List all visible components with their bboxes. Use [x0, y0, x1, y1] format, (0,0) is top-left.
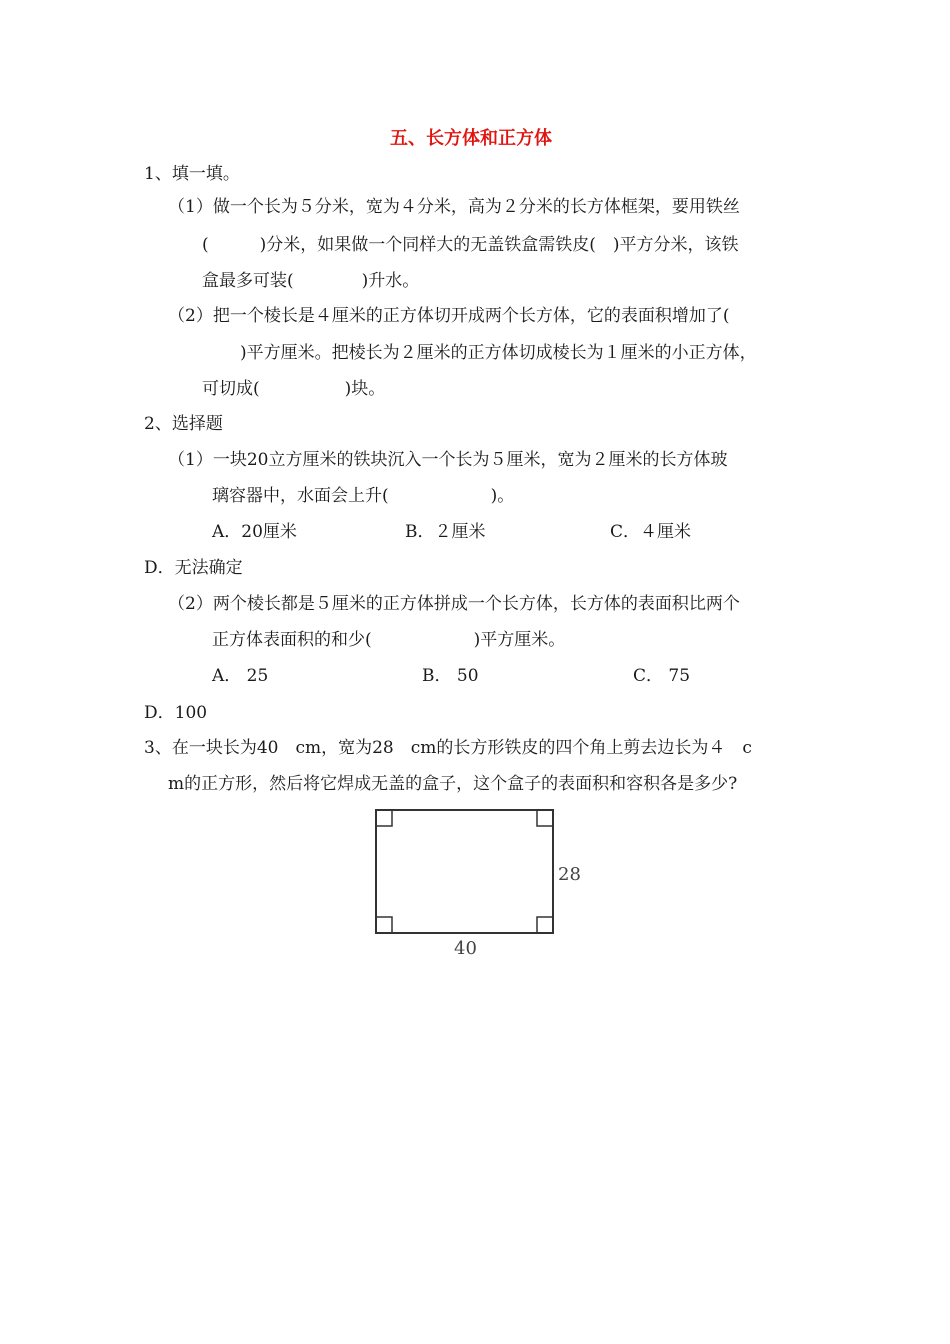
s2-q2-line2: 正方体表面积的和少( )平方厘米。 [212, 630, 566, 650]
width-label: 40 [454, 938, 477, 959]
s2-q2-option-c: C． 75 [633, 666, 691, 686]
s3-line2: m的正方形，然后将它焊成无盖的盒子，这个盒子的表面积和容积各是多少? [168, 774, 738, 794]
s2-q1-option-b: B．２厘米 [405, 522, 486, 542]
s2-q2-line1: （2）两个棱长都是５厘米的正方体拼成一个长方体，长方体的表面积比两个 [168, 594, 740, 614]
page-title: 五、长方体和正方体 [390, 128, 552, 149]
corner-square-top-left [376, 810, 392, 826]
corner-square-top-right [537, 810, 553, 826]
section1-heading: 1、填一填。 [144, 164, 240, 184]
s1-q1-line1: （1）做一个长为５分米，宽为４分米，高为２分米的长方体框架，要用铁丝 [168, 197, 740, 217]
s2-q1-option-d: D．无法确定 [144, 558, 243, 578]
s2-q1-option-a: A．20厘米 [212, 522, 297, 542]
s1-q2-line3: 可切成( )块。 [202, 379, 386, 399]
s2-q1-option-c: C．４厘米 [610, 522, 692, 542]
s1-q1-line2: ( )分米，如果做一个同样大的无盖铁盒需铁皮( )平方分米，该铁 [202, 235, 739, 255]
corner-square-bottom-left [376, 917, 392, 933]
rectangle-figure [368, 802, 608, 962]
s1-q1-line3: 盒最多可装( )升水。 [202, 271, 420, 291]
s2-q2-option-a: A． 25 [212, 666, 269, 686]
s2-q2-option-b: B． 50 [422, 666, 479, 686]
s2-q2-option-d: D．100 [144, 703, 208, 723]
s3-line1: 3、在一块长为40 cm，宽为28 cm的长方形铁皮的四个角上剪去边长为４ c [144, 738, 752, 758]
s1-q2-line2: )平方厘米。把棱长为２厘米的正方体切成棱长为１厘米的小正方体， [240, 343, 757, 363]
height-label: 28 [558, 864, 581, 885]
s2-q1-line2: 璃容器中，水面会上升( )。 [212, 486, 515, 506]
corner-square-bottom-right [537, 917, 553, 933]
s2-q1-line1: （1）一块20立方厘米的铁块沉入一个长为５厘米，宽为２厘米的长方体玻 [168, 450, 728, 470]
s1-q2-line1: （2）把一个棱长是４厘米的正方体切开成两个长方体，它的表面积增加了( [168, 306, 730, 326]
section2-heading: 2、选择题 [144, 414, 223, 434]
outer-rectangle [376, 810, 553, 933]
